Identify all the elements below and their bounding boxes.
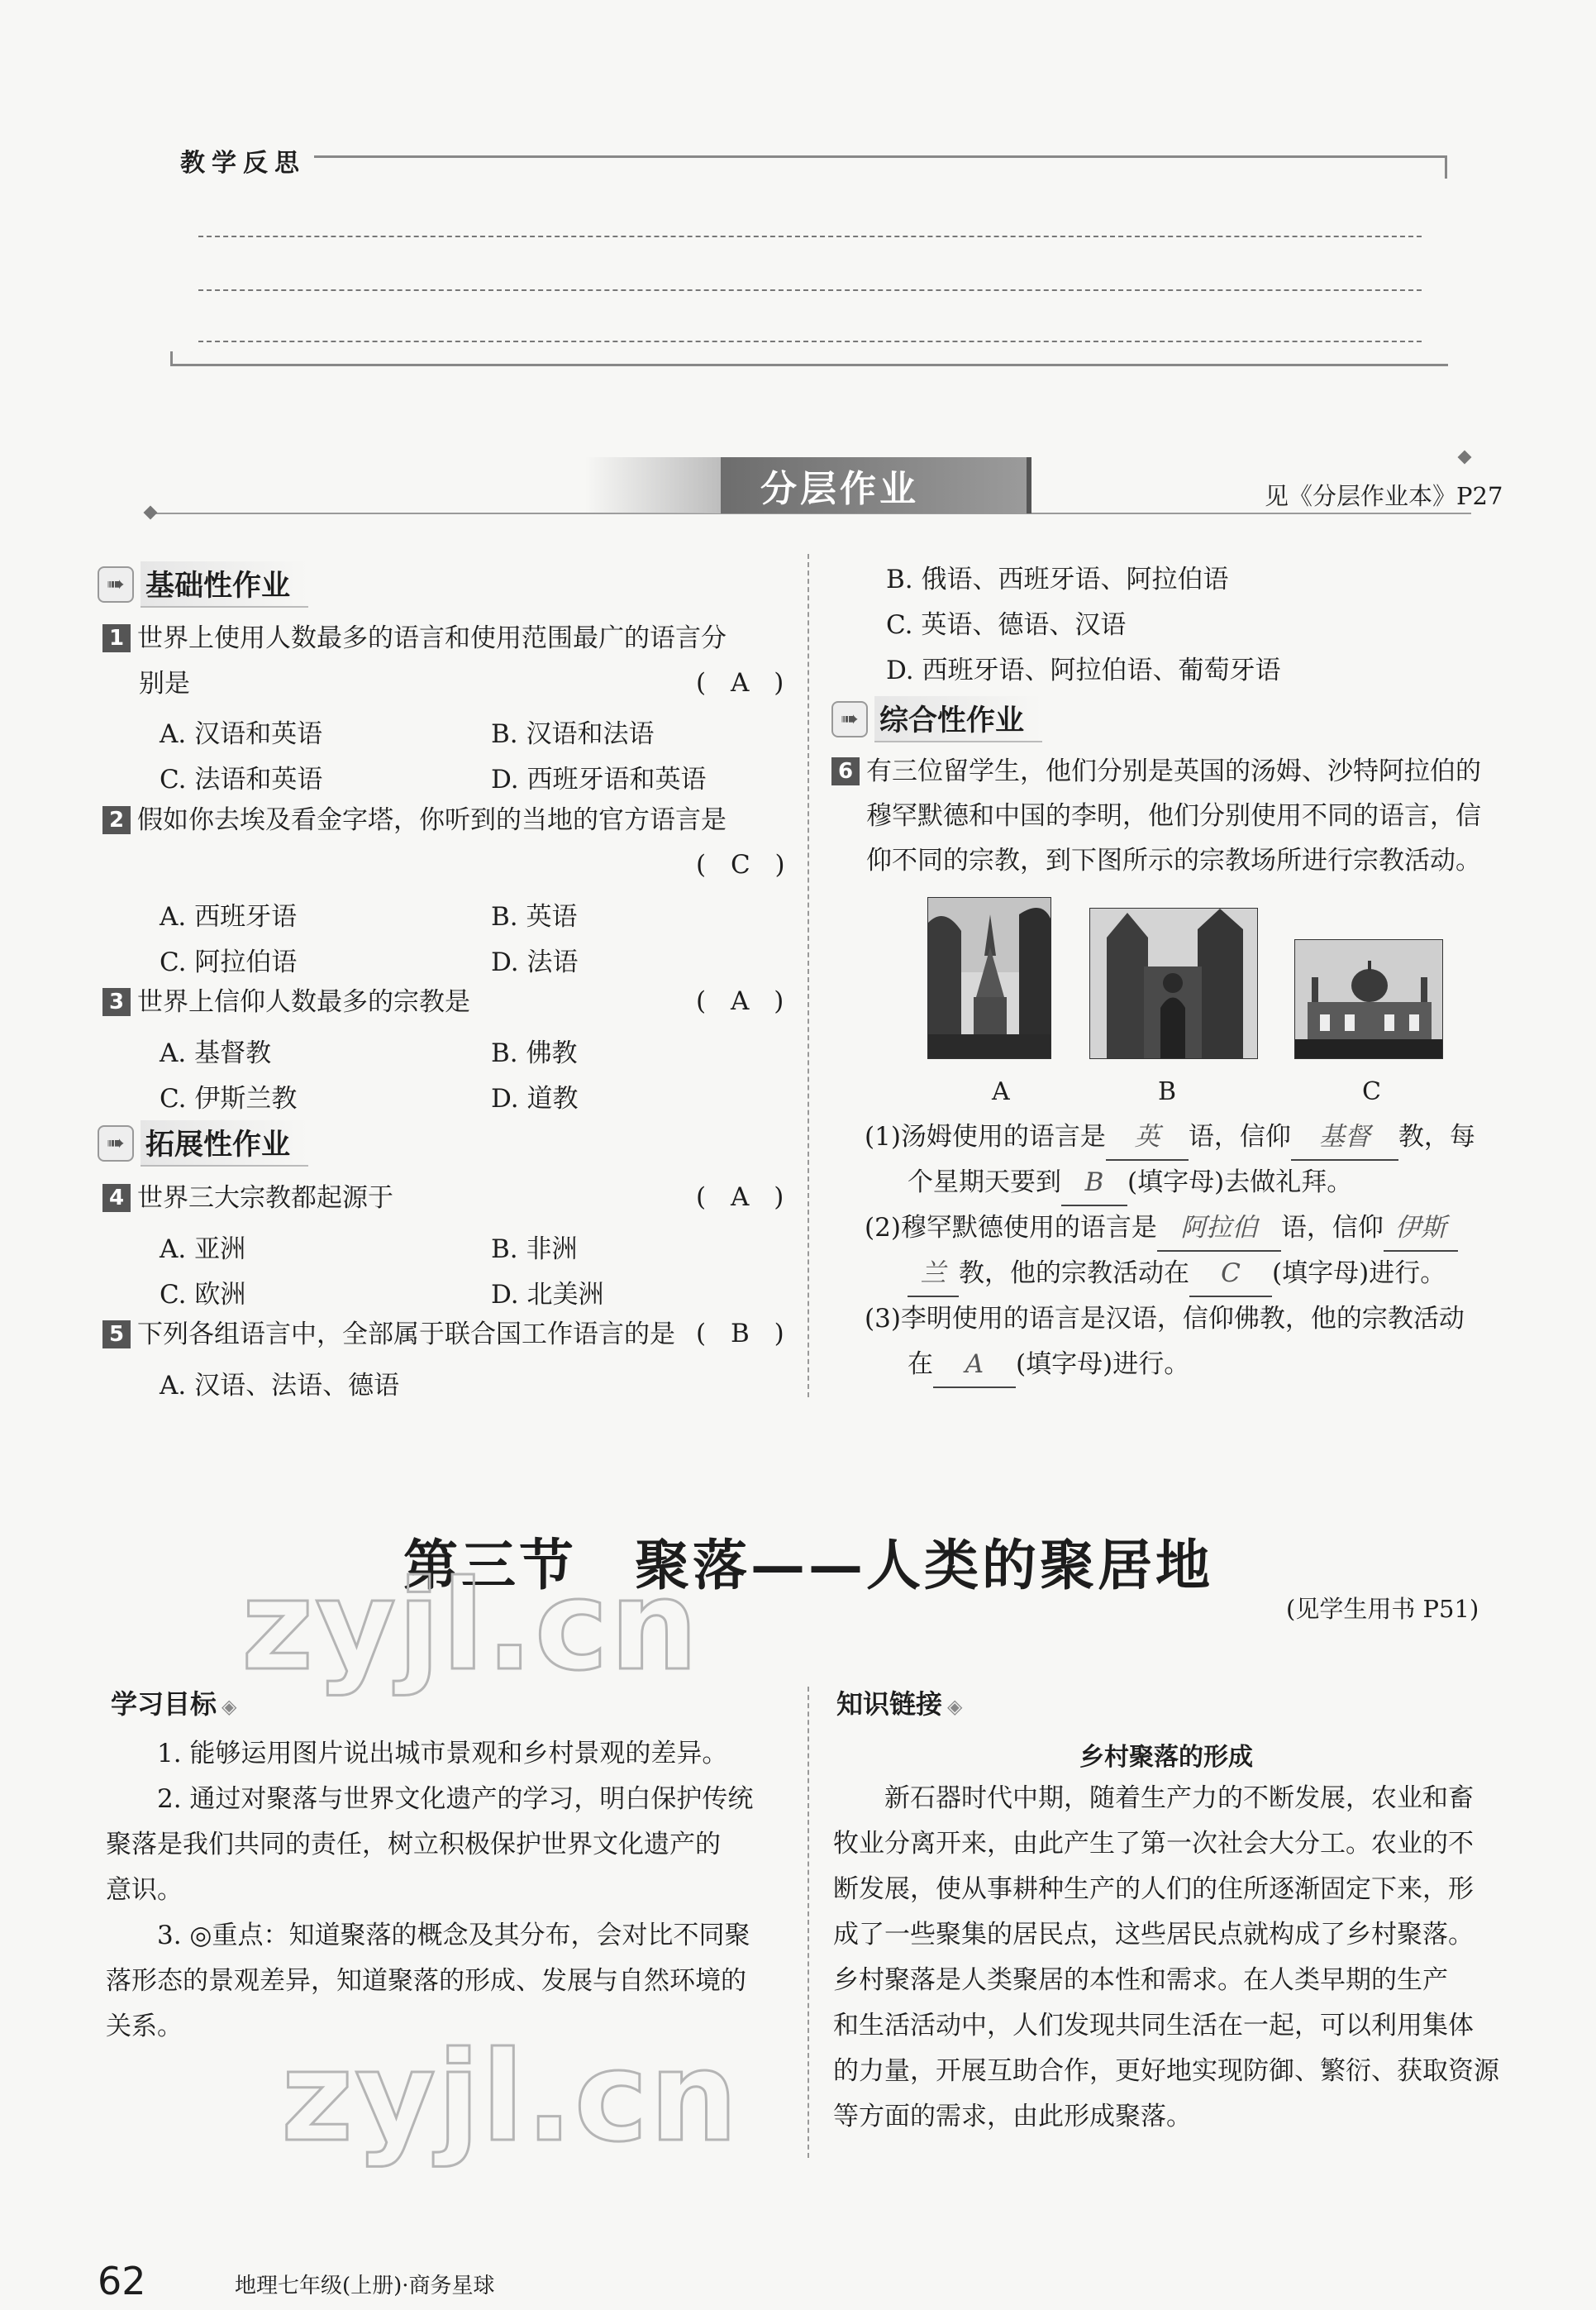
heading-text: 学习目标 xyxy=(111,1688,217,1720)
filled-answer: C xyxy=(1189,1251,1272,1297)
option: B. 英语 xyxy=(491,902,578,932)
option: B. 佛教 xyxy=(491,1038,578,1068)
writing-line xyxy=(198,341,1422,342)
heading-text: 知识链接 xyxy=(836,1688,943,1720)
question-3 xyxy=(102,980,470,1024)
sub-question-3: (3)李明使用的语言是汉语，信仰佛教，他的宗教活动 xyxy=(865,1304,1465,1334)
option: B. 汉语和法语 xyxy=(491,719,655,749)
banner-edge xyxy=(1027,457,1031,513)
question-number: 1 xyxy=(102,624,131,652)
sub-question-3-cont xyxy=(908,1342,1189,1388)
question-number: 4 xyxy=(102,1184,131,1212)
arrow-icon: ➠ xyxy=(98,1125,134,1162)
option: D. 道教 xyxy=(491,1084,579,1114)
question-number: 2 xyxy=(102,806,131,834)
option: D. 西班牙语、阿拉伯语、葡萄牙语 xyxy=(886,656,1281,685)
writing-line xyxy=(198,236,1422,237)
question-stem-cont: 别是 xyxy=(139,669,190,699)
question-2 xyxy=(102,798,727,842)
reflection-title: 教学反思 xyxy=(180,149,306,178)
knowledge-subtitle: 乡村聚落的形成 xyxy=(1079,1743,1253,1772)
option: C. 法语和英语 xyxy=(160,765,323,795)
sub-question-2 xyxy=(865,1205,1458,1252)
option: A. 汉语、法语、德语 xyxy=(160,1371,400,1401)
option: D. 西班牙语和英语 xyxy=(491,765,707,795)
section-label: 综合性作业 xyxy=(874,696,1042,742)
question-stem: 假如你去埃及看金字塔，你听到的当地的官方语言是 xyxy=(137,805,727,835)
knowledge-line: 和生活活动中，人们发现共同生活在一起，可以利用集体 xyxy=(833,2011,1474,2040)
question-number: 6 xyxy=(831,757,860,785)
option: A. 基督教 xyxy=(160,1038,272,1068)
goal-line: 落形态的景观差异，知道聚落的形成、发展与自然环境的 xyxy=(106,1966,746,1996)
answer: ( A ) xyxy=(696,668,793,698)
goal-line: 聚落是我们共同的责任，树立积极保护世界文化遗产的 xyxy=(106,1830,721,1859)
arrow-icon: ➠ xyxy=(831,701,868,737)
knowledge-body xyxy=(833,1776,1519,2140)
divider xyxy=(314,155,1446,158)
option: C. 阿拉伯语 xyxy=(160,947,298,977)
question-1 xyxy=(102,616,727,661)
knowledge-heading xyxy=(836,1683,962,1721)
diamond-icon xyxy=(144,506,158,520)
knowledge-line: 牧业分离开来，由此产生了第一次社会大分工。农业的不 xyxy=(833,1829,1474,1859)
question-stem: 有三位留学生，他们分别是英国的汤姆、沙特阿拉伯的 xyxy=(866,756,1481,786)
footer-text: 地理七年级(上册)·商务星球 xyxy=(235,2274,495,2298)
text: (填字母)进行。 xyxy=(1272,1258,1446,1288)
goals-heading xyxy=(111,1683,236,1721)
knowledge-line: 的力量，开展互助合作，更好地实现防御、繁衍、获取资源 xyxy=(833,2056,1499,2086)
banner-shade xyxy=(585,457,722,513)
filled-answer: B xyxy=(1061,1160,1127,1206)
question-stem: 穆罕默德和中国的李明，他们分别使用不同的语言，信 xyxy=(866,801,1481,831)
answer: ( B ) xyxy=(696,1319,793,1348)
option: B. 俄语、西班牙语、阿拉伯语 xyxy=(886,565,1229,594)
divider xyxy=(170,364,1448,366)
text: (填字母)去做礼拜。 xyxy=(1127,1167,1353,1197)
watermark: zyjl.cn xyxy=(281,2026,740,2169)
section-tag-extend xyxy=(98,1123,308,1164)
diamond-icon xyxy=(1458,451,1472,465)
diamond-icon: ◈ xyxy=(947,1695,963,1718)
filled-answer: 阿拉伯 xyxy=(1157,1205,1281,1252)
text: 教，每 xyxy=(1398,1122,1475,1152)
option: A. 亚洲 xyxy=(160,1234,246,1264)
question-6 xyxy=(831,749,1517,883)
column-divider xyxy=(808,554,809,1397)
option: B. 非洲 xyxy=(491,1234,578,1264)
goal-line: 2. 通过对聚落与世界文化遗产的学习，明白保护传统 xyxy=(157,1784,754,1814)
chapter-reference: (见学生用书 P51) xyxy=(1286,1595,1479,1623)
option: A. 西班牙语 xyxy=(160,902,298,932)
text: 语，信仰 xyxy=(1188,1122,1291,1152)
option: D. 法语 xyxy=(491,947,579,977)
text: 在 xyxy=(908,1349,933,1379)
knowledge-line: 成了一些聚集的居民点，这些居民点就构成了乡村聚落。 xyxy=(833,1920,1474,1950)
section-tag-comprehensive xyxy=(831,699,1042,740)
column-divider xyxy=(808,1687,809,2158)
image-label: B xyxy=(1158,1077,1177,1106)
cathedral-photo xyxy=(1089,908,1258,1059)
image-label: A xyxy=(992,1077,1010,1106)
text: 教，他的宗教活动在 xyxy=(959,1258,1189,1288)
sub-question-1-cont xyxy=(908,1160,1352,1206)
option: D. 北美洲 xyxy=(491,1280,604,1310)
question-number: 3 xyxy=(102,988,131,1016)
knowledge-line: 等方面的需求，由此形成聚落。 xyxy=(833,2102,1192,2131)
question-stem: 世界上使用人数最多的语言和使用范围最广的语言分 xyxy=(137,623,727,653)
divider xyxy=(1445,155,1447,179)
image-label: C xyxy=(1362,1077,1381,1106)
question-stem: 世界上信仰人数最多的宗教是 xyxy=(137,987,470,1017)
option: C. 欧洲 xyxy=(160,1280,246,1310)
goal-line: 3. ◎重点：知道聚落的概念及其分布，会对比不同聚 xyxy=(157,1921,750,1950)
goal-line: 意识。 xyxy=(106,1875,183,1905)
watermark: zyjl.cn xyxy=(241,1554,700,1698)
filled-answer: 伊斯 xyxy=(1384,1205,1458,1252)
sub-question-1 xyxy=(865,1114,1475,1161)
banner-reference: 见《分层作业本》P27 xyxy=(1265,482,1503,510)
writing-line xyxy=(198,289,1422,291)
filled-answer: 英 xyxy=(1106,1114,1189,1161)
goal-line: 1. 能够运用图片说出城市景观和乡村景观的差异。 xyxy=(157,1739,728,1768)
section-label: 基础性作业 xyxy=(141,561,308,608)
goal-line: 关系。 xyxy=(106,2012,183,2041)
text: 个星期天要到 xyxy=(908,1167,1061,1197)
filled-answer: A xyxy=(933,1342,1016,1388)
question-5 xyxy=(102,1312,675,1357)
text: (1)汤姆使用的语言是 xyxy=(865,1122,1106,1152)
pagoda-photo xyxy=(927,897,1051,1059)
text: 语，信仰 xyxy=(1280,1213,1384,1243)
answer: ( A ) xyxy=(696,986,793,1016)
sub-question-2-cont xyxy=(908,1251,1446,1297)
question-number: 5 xyxy=(102,1320,131,1348)
goals-body xyxy=(106,1731,788,2050)
section-tag-basic xyxy=(98,564,308,605)
section-label: 拓展性作业 xyxy=(141,1120,308,1167)
question-stem: 下列各组语言中，全部属于联合国工作语言的是 xyxy=(137,1320,675,1349)
chapter-title: 第三节 聚落——人类的聚居地 xyxy=(403,1533,1213,1597)
option: A. 汉语和英语 xyxy=(160,719,323,749)
mosque-photo xyxy=(1294,939,1443,1059)
option: C. 英语、德语、汉语 xyxy=(886,610,1127,640)
page-number: 62 xyxy=(98,2259,146,2303)
banner-title: 分层作业 xyxy=(721,457,1027,513)
question-stem: 仰不同的宗教，到下图所示的宗教场所进行宗教活动。 xyxy=(866,846,1481,876)
arrow-icon: ➠ xyxy=(98,566,134,603)
answer: ( C ) xyxy=(696,850,793,880)
knowledge-line: 新石器时代中期，随着生产力的不断发展，农业和畜 xyxy=(884,1783,1474,1813)
text: (2)穆罕默德使用的语言是 xyxy=(865,1213,1157,1243)
question-stem: 世界三大宗教都起源于 xyxy=(137,1183,393,1213)
text: (填字母)进行。 xyxy=(1016,1349,1190,1379)
answer: ( A ) xyxy=(696,1182,793,1212)
option: C. 伊斯兰教 xyxy=(160,1084,298,1114)
question-4 xyxy=(102,1176,393,1220)
knowledge-line: 断发展，使从事耕种生产的人们的住所逐渐固定下来，形 xyxy=(833,1874,1474,1904)
filled-answer: 基督 xyxy=(1291,1114,1398,1161)
diamond-icon: ◈ xyxy=(222,1695,237,1718)
knowledge-line: 乡村聚落是人类聚居的本性和需求。在人类早期的生产 xyxy=(833,1965,1448,1995)
filled-answer: 兰 xyxy=(908,1251,959,1297)
